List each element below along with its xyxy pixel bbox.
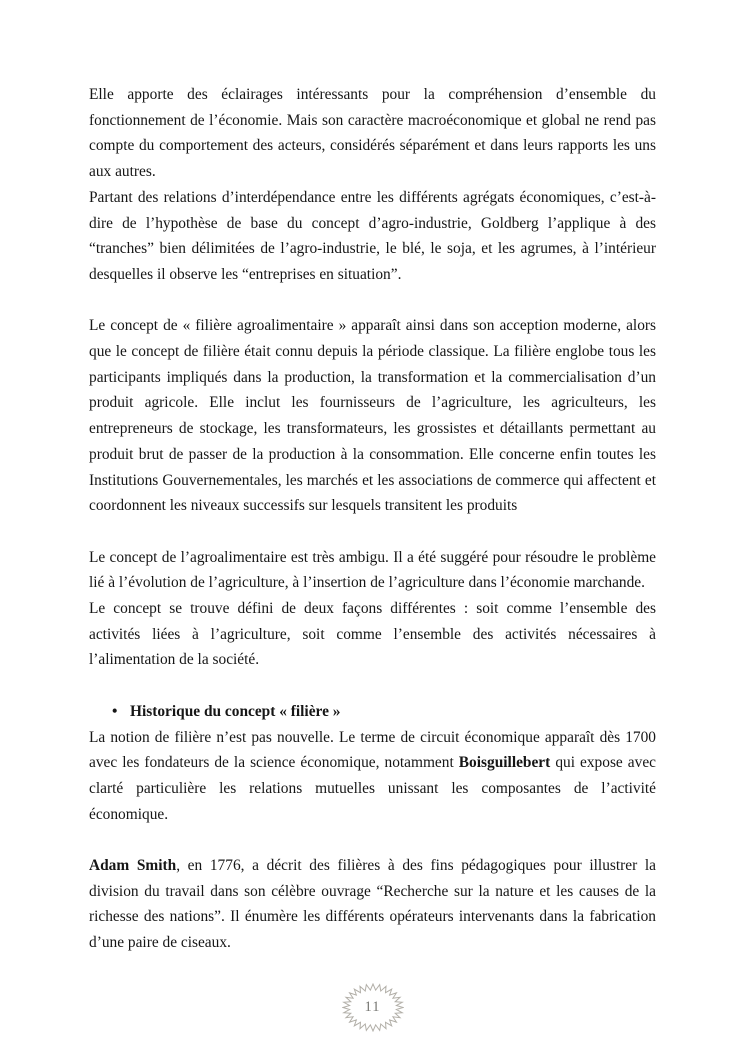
paragraph-intro-economie: Elle apporte des éclairages intéressants pour la compréhension d’ensemble du fonctionnement de l’économie. Mais son caractère macroéconomique et global ne rend pas compte du comportement des acteurs, considérés séparément et dans leurs rapports les uns aux autres.: [89, 86, 656, 181]
page-content: [89, 82, 656, 956]
page-number: 11: [364, 998, 381, 1015]
text-segment: La notion de filière n’est pas nouvelle. Le terme de circuit économique apparaît dès 1700 avec les fondateurs de la science économique, notamment: [89, 728, 656, 772]
section-heading: Historique du concept « filière »: [130, 702, 341, 720]
paragraph-boisguillebert: [89, 725, 656, 828]
page-number-seal: [342, 983, 404, 1032]
paragraph-filiere-agroalimentaire: Le concept de « filière agroalimentaire » apparaît ainsi dans son acception moderne, alors que le concept de filière était connu depuis la période classique. La filière englobe tous les participants impliqués dans la production, la transformation et la commercialisation d’un produit agricole. Elle inclut les fournisseurs de l’agriculture, les agriculteurs, les entrepreneurs de stockage, les transformateurs, les grossistes et détaillants permettant au produit brut de passer de la production à la consommation. Elle concerne enfin toutes les Institutions Gouvernementales, les marchés et les associations de commerce qui affectent et coordonnent les niveaux successifs sur lesquels transitent les produits: [89, 317, 656, 515]
paragraph-adam-smith: [89, 853, 656, 956]
bullet-icon: •: [112, 702, 118, 720]
paragraph-deux-facons: Le concept se trouve défini de deux façons différentes : soit comme l’ensemble des activités liées à l’agriculture, soit comme l’ensemble des activités nécessaires à l’alimentation de la société.: [89, 600, 656, 669]
bold-name-adam-smith: Adam Smith: [89, 857, 177, 875]
bullet-heading-row: [89, 699, 656, 725]
paragraph-concept-ambigu: Le concept de l’agroalimentaire est très ambigu. Il a été suggéré pour résoudre le problème lié à l’évolution de l’agriculture, à l’insertion de l’agriculture dans l’économie marchande.: [89, 548, 656, 592]
text-segment: , en 1776, a décrit des filières à des fins pédagogiques pour illustrer la division du travail dans son célèbre ouvrage “Recherche sur la nature et les causes de la richesse des nations”. Il énumère les différents opérateurs intervenants dans la fabrication d’une paire de ciseaux.: [89, 857, 656, 952]
bold-name-boisguillebert: Boisguillebert: [458, 754, 551, 772]
text-segment: qui expose avec clarté particulière les relations mutuelles unissant les composantes de l’activité économique.: [89, 754, 656, 823]
paragraph-goldberg: Partant des relations d’interdépendance entre les différents agrégats économiques, c’est-à-dire de l’hypothèse de base du concept d’agro-industrie, Goldberg l’applique à des “tranches” bien délimitées de l’agro-industrie, le blé, le soja, et les agrumes, à l’intérieur desquelles il observe les “entreprises en situation”.: [89, 188, 656, 283]
